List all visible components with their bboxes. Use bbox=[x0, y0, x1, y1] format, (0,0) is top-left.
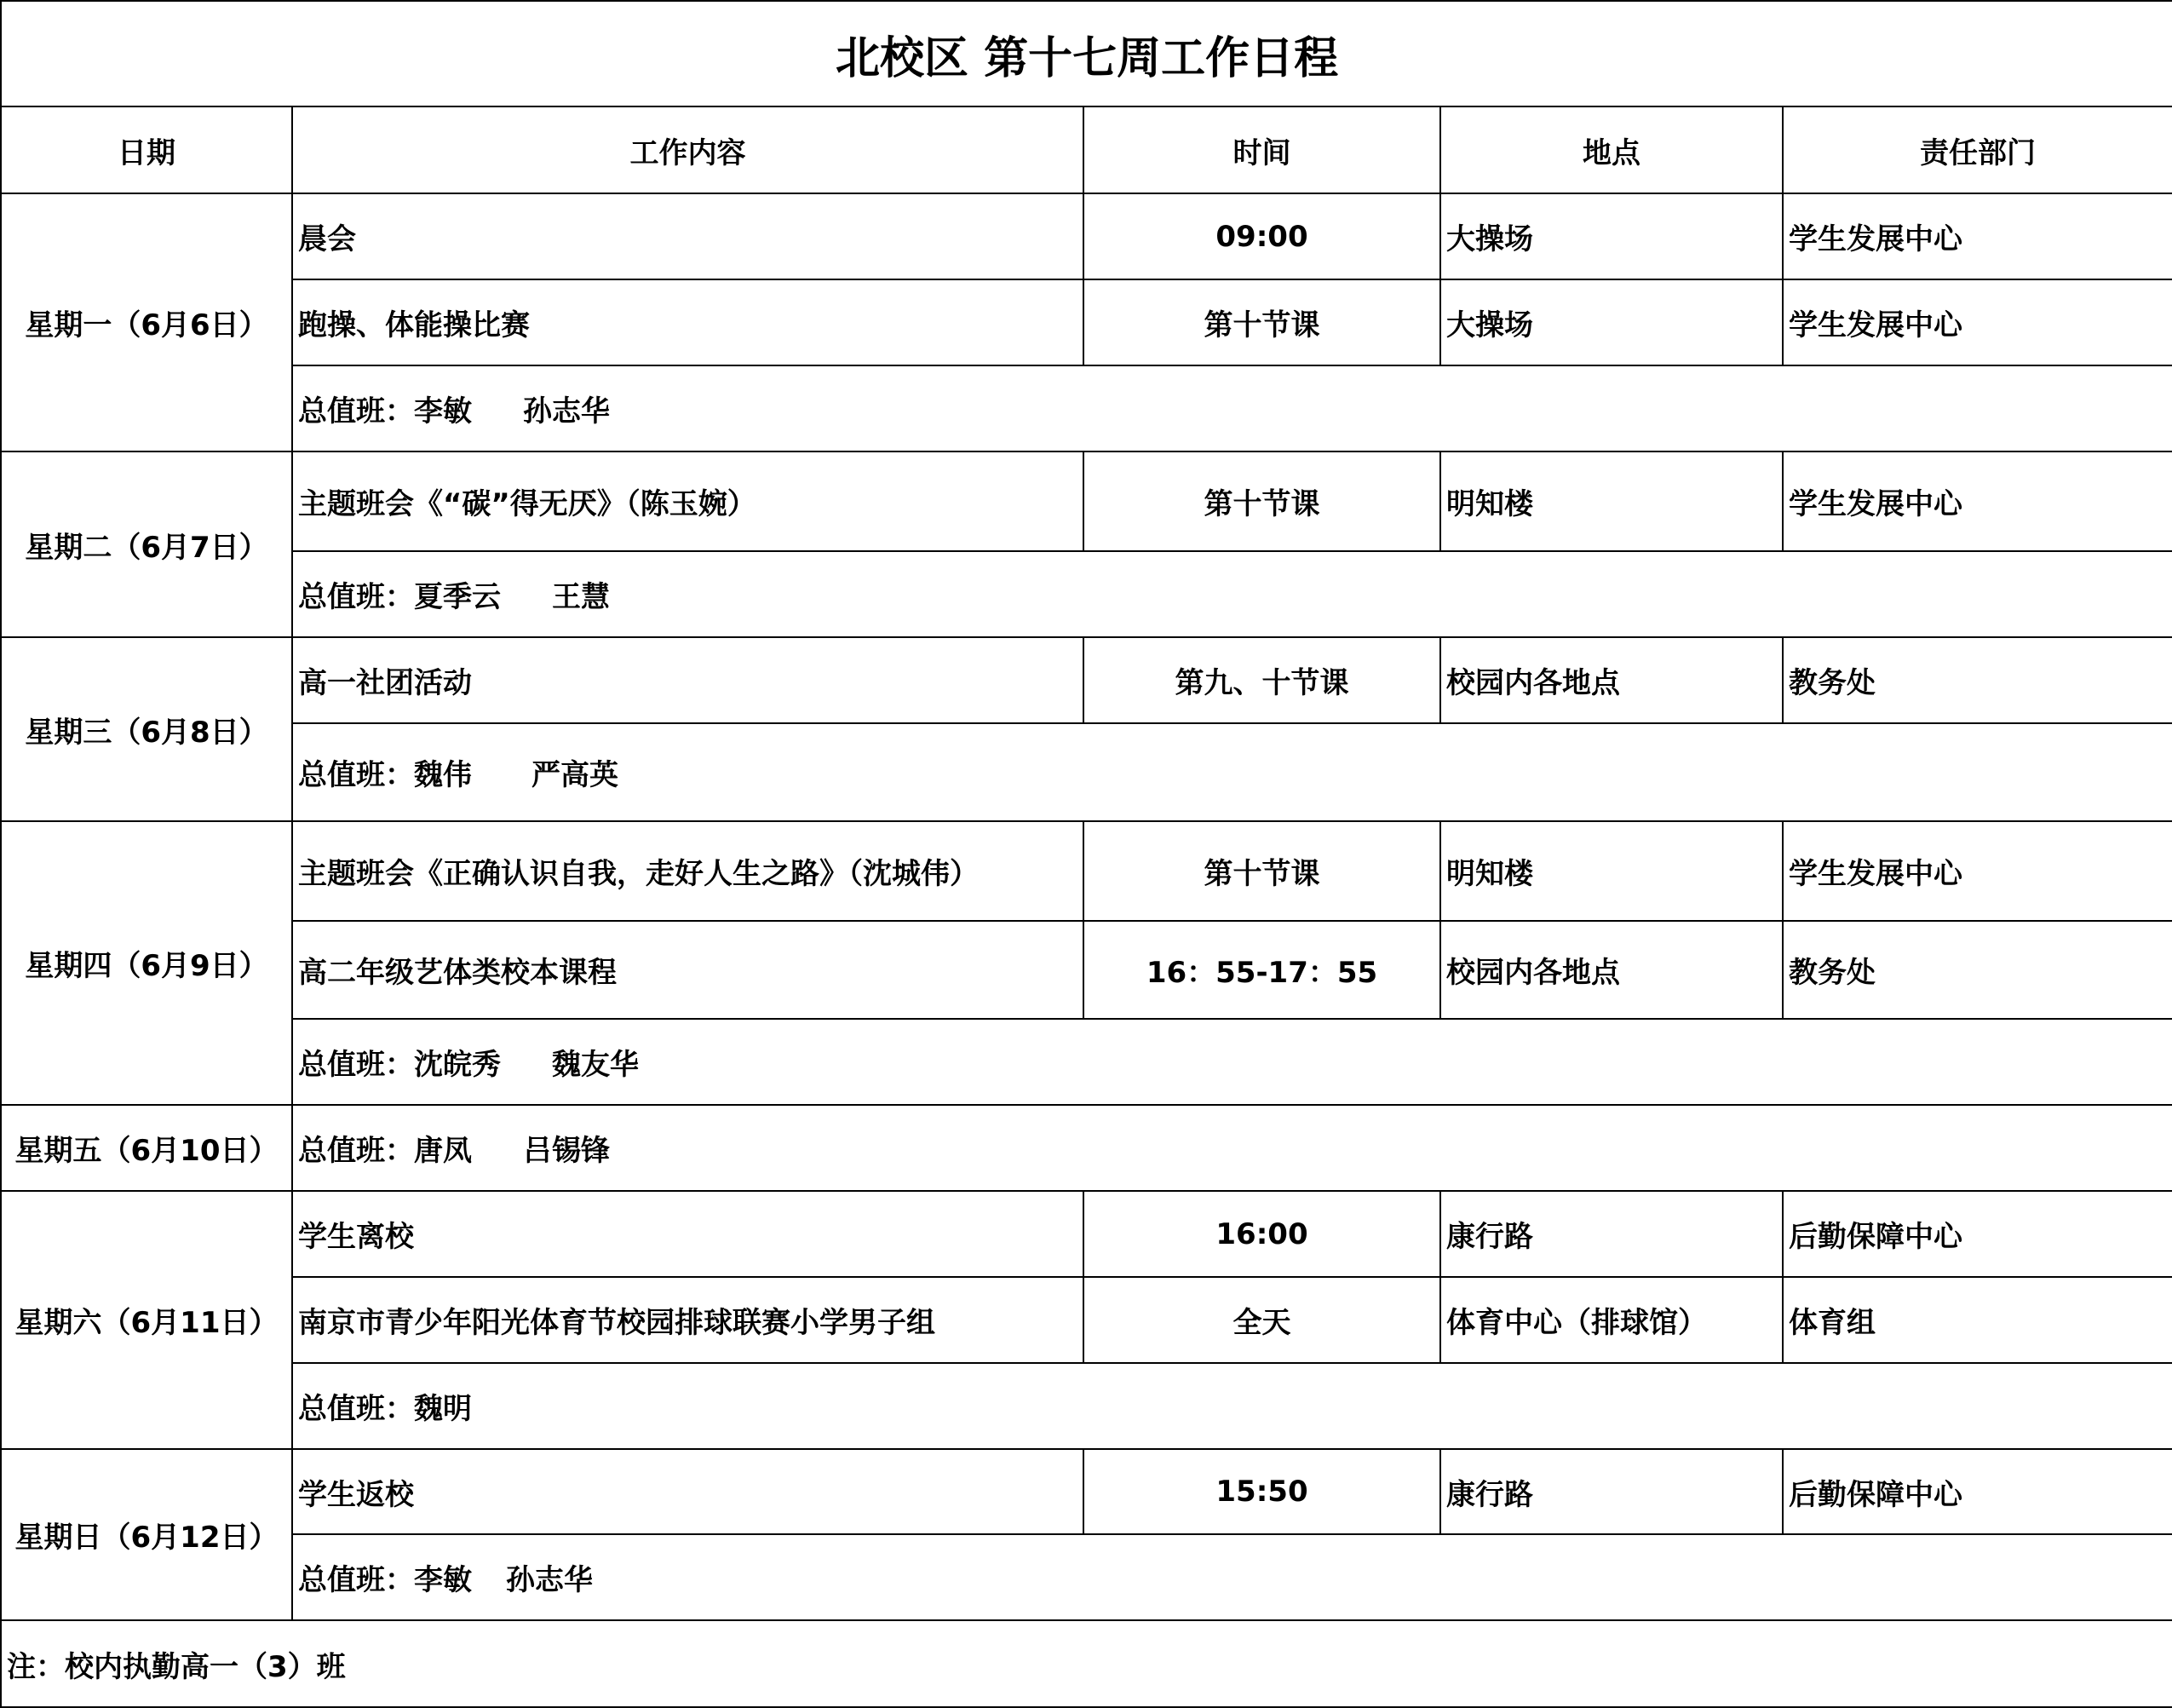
duty-row bbox=[1, 1363, 2172, 1449]
time-cell: 第九、十节课 bbox=[1083, 637, 1440, 723]
department-cell: 后勤保障中心 bbox=[1783, 1449, 2172, 1534]
page-title: 北校区 第十七周工作日程 bbox=[1, 1, 2172, 106]
date-cell-sat: 星期六（6月11日） bbox=[1, 1191, 292, 1449]
content-cell: 晨会 bbox=[292, 193, 1083, 279]
duty-cell-fri bbox=[292, 1105, 2172, 1191]
duty-row bbox=[1, 723, 2172, 821]
date-cell-fri: 星期五（6月10日） bbox=[1, 1105, 292, 1191]
table-row bbox=[1, 279, 2172, 365]
department-cell: 学生发展中心 bbox=[1783, 279, 2172, 365]
duty-row bbox=[1, 1105, 2172, 1191]
time-cell: 15:50 bbox=[1083, 1449, 1440, 1534]
duty-row bbox=[1, 551, 2172, 637]
location-cell: 明知楼 bbox=[1440, 821, 1783, 921]
location-cell: 康行路 bbox=[1440, 1449, 1783, 1534]
duty-person: 唐凤 bbox=[414, 1134, 472, 1168]
time-cell: 16:00 bbox=[1083, 1191, 1440, 1277]
footnote: 注：校内执勤高一（3）班 bbox=[1, 1620, 2172, 1707]
table-row bbox=[1, 1191, 2172, 1277]
duty-cell-wed bbox=[292, 723, 2172, 821]
table-row bbox=[1, 1449, 2172, 1534]
duty-label: 总值班： bbox=[298, 758, 414, 792]
title-row bbox=[1, 1, 2172, 106]
duty-cell-tue bbox=[292, 551, 2172, 637]
location-cell: 明知楼 bbox=[1440, 451, 1783, 551]
table-row bbox=[1, 193, 2172, 279]
duty-label: 总值班： bbox=[298, 394, 414, 428]
date-cell-tue: 星期二（6月7日） bbox=[1, 451, 292, 637]
time-cell: 09:00 bbox=[1083, 193, 1440, 279]
duty-person: 魏明 bbox=[414, 1392, 472, 1426]
duty-person: 沈皖秀 bbox=[414, 1048, 501, 1082]
duty-person: 夏季云 bbox=[414, 580, 501, 614]
duty-person: 李敏 bbox=[414, 394, 472, 428]
duty-label: 总值班： bbox=[298, 1563, 414, 1597]
content-cell: 主题班会《正确认识自我，走好人生之路》（沈城伟） bbox=[292, 821, 1083, 921]
table-row bbox=[1, 637, 2172, 723]
duty-person: 王慧 bbox=[552, 580, 610, 614]
content-cell: 学生返校 bbox=[292, 1449, 1083, 1534]
department-cell: 教务处 bbox=[1783, 637, 2172, 723]
table-row bbox=[1, 921, 2172, 1019]
department-cell: 学生发展中心 bbox=[1783, 193, 2172, 279]
header-time: 时间 bbox=[1083, 106, 1440, 193]
duty-row bbox=[1, 1534, 2172, 1620]
location-cell: 校园内各地点 bbox=[1440, 637, 1783, 723]
table-row bbox=[1, 451, 2172, 551]
duty-label: 总值班： bbox=[298, 1134, 414, 1168]
note-row bbox=[1, 1620, 2172, 1707]
time-cell: 第十节课 bbox=[1083, 821, 1440, 921]
department-cell: 后勤保障中心 bbox=[1783, 1191, 2172, 1277]
department-cell: 学生发展中心 bbox=[1783, 451, 2172, 551]
duty-cell-sun bbox=[292, 1534, 2172, 1620]
time-cell: 全天 bbox=[1083, 1277, 1440, 1363]
table-row bbox=[1, 821, 2172, 921]
duty-cell-mon bbox=[292, 365, 2172, 451]
header-location: 地点 bbox=[1440, 106, 1783, 193]
department-cell: 体育组 bbox=[1783, 1277, 2172, 1363]
duty-label: 总值班： bbox=[298, 1048, 414, 1082]
duty-person: 孙志华 bbox=[523, 394, 610, 428]
duty-person: 严高英 bbox=[532, 758, 618, 792]
duty-person: 孙志华 bbox=[506, 1563, 593, 1597]
header-department: 责任部门 bbox=[1783, 106, 2172, 193]
time-cell: 16：55-17：55 bbox=[1083, 921, 1440, 1019]
date-cell-sun: 星期日（6月12日） bbox=[1, 1449, 292, 1620]
table-row bbox=[1, 1277, 2172, 1363]
duty-person: 魏伟 bbox=[414, 758, 472, 792]
duty-row bbox=[1, 1019, 2172, 1105]
location-cell: 康行路 bbox=[1440, 1191, 1783, 1277]
content-cell: 主题班会《“碳”得无厌》（陈玉婉） bbox=[292, 451, 1083, 551]
department-cell: 教务处 bbox=[1783, 921, 2172, 1019]
location-cell: 大操场 bbox=[1440, 193, 1783, 279]
location-cell: 大操场 bbox=[1440, 279, 1783, 365]
date-cell-thu: 星期四（6月9日） bbox=[1, 821, 292, 1105]
header-content: 工作内容 bbox=[292, 106, 1083, 193]
content-cell: 高二年级艺体类校本课程 bbox=[292, 921, 1083, 1019]
header-date: 日期 bbox=[1, 106, 292, 193]
content-cell: 高一社团活动 bbox=[292, 637, 1083, 723]
header-row bbox=[1, 106, 2172, 193]
duty-row bbox=[1, 365, 2172, 451]
time-cell: 第十节课 bbox=[1083, 279, 1440, 365]
location-cell: 校园内各地点 bbox=[1440, 921, 1783, 1019]
duty-label: 总值班： bbox=[298, 1392, 414, 1426]
content-cell: 学生离校 bbox=[292, 1191, 1083, 1277]
date-cell-wed: 星期三（6月8日） bbox=[1, 637, 292, 821]
duty-person: 魏友华 bbox=[552, 1048, 639, 1082]
duty-cell-sat bbox=[292, 1363, 2172, 1449]
content-cell: 南京市青少年阳光体育节校园排球联赛小学男子组 bbox=[292, 1277, 1083, 1363]
content-cell: 跑操、体能操比赛 bbox=[292, 279, 1083, 365]
duty-label: 总值班： bbox=[298, 580, 414, 614]
duty-cell-thu bbox=[292, 1019, 2172, 1105]
department-cell: 学生发展中心 bbox=[1783, 821, 2172, 921]
duty-person: 吕锡锋 bbox=[523, 1134, 610, 1168]
time-cell: 第十节课 bbox=[1083, 451, 1440, 551]
duty-person: 李敏 bbox=[414, 1563, 472, 1597]
date-cell-mon: 星期一（6月6日） bbox=[1, 193, 292, 451]
location-cell: 体育中心（排球馆） bbox=[1440, 1277, 1783, 1363]
